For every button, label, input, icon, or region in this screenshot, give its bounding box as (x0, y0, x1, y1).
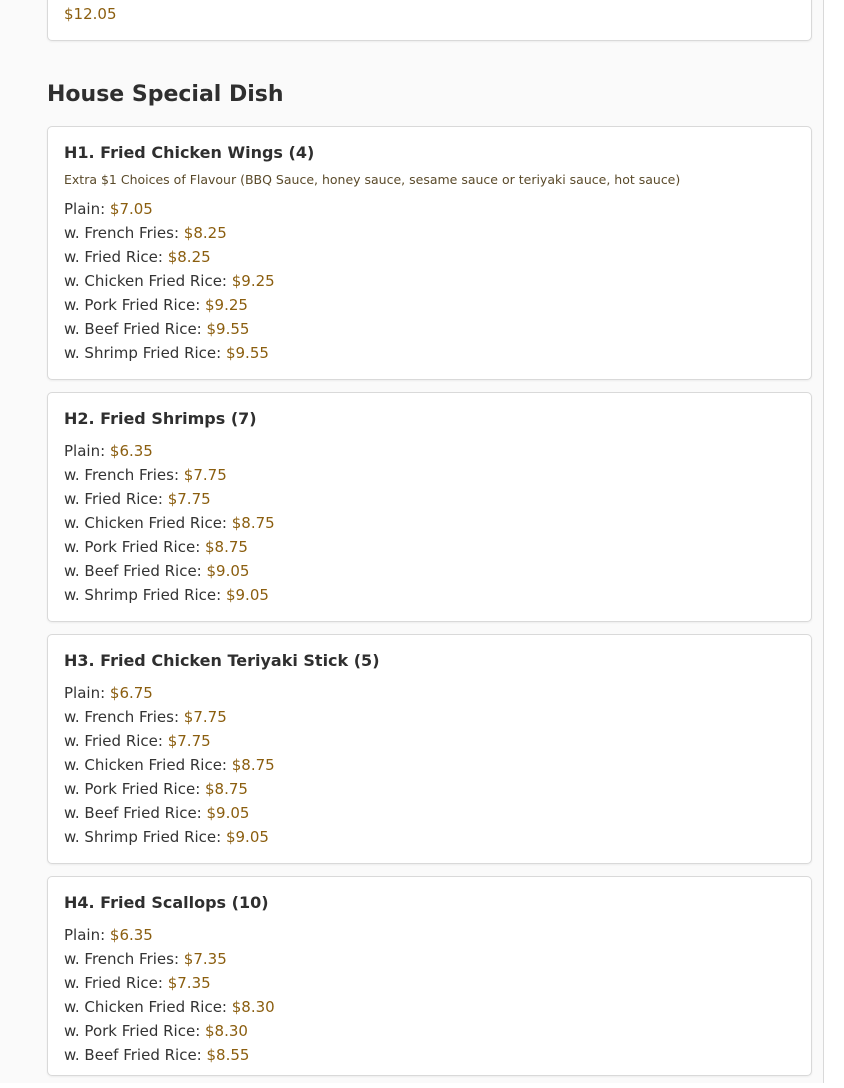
price-row (64, 705, 795, 729)
price-row (64, 197, 795, 221)
price-label: w. Chicken Fried Rice: (64, 272, 232, 290)
price-value: $7.75 (167, 732, 211, 750)
price-label: w. Fried Rice: (64, 248, 168, 266)
price-row (64, 463, 795, 487)
price-row (64, 995, 795, 1019)
price-row (64, 221, 795, 245)
price-row (64, 801, 795, 825)
dish-card-h1 (47, 126, 812, 380)
price-label: w. Shrimp Fried Rice: (64, 586, 226, 604)
price-row (64, 511, 795, 535)
price-row (64, 269, 795, 293)
price-value: $7.05 (109, 200, 153, 218)
price-label: Plain: (64, 684, 110, 702)
price-row (64, 559, 795, 583)
price-label: w. Fried Rice: (64, 490, 168, 508)
price-label: w. Chicken Fried Rice: (64, 756, 232, 774)
price-label: w. Beef Fried Rice: (64, 1046, 207, 1064)
price-row (64, 681, 795, 705)
price-value: $9.55 (225, 344, 269, 362)
price-row (64, 245, 795, 269)
price-row (64, 1019, 795, 1043)
price-value: $9.05 (206, 804, 250, 822)
price-row (64, 317, 795, 341)
price-label: w. Beef Fried Rice: (64, 320, 207, 338)
menu-content (47, 0, 812, 1088)
price-row (64, 777, 795, 801)
price-label: w. Beef Fried Rice: (64, 804, 207, 822)
price-label: w. French Fries: (64, 466, 184, 484)
price-label: Plain: (64, 200, 110, 218)
price-value: $6.75 (109, 684, 153, 702)
price-row (64, 753, 795, 777)
price-label: w. Shrimp Fried Rice: (64, 828, 226, 846)
price-value: $9.55 (206, 320, 250, 338)
price-row (64, 947, 795, 971)
price-label: w. Pork Fried Rice: (64, 1022, 206, 1040)
price-value: $9.05 (225, 828, 269, 846)
previous-dish-price: $12.05 (64, 5, 117, 23)
dish-card-h2 (47, 392, 812, 622)
price-label: w. Beef Fried Rice: (64, 562, 207, 580)
price-row (64, 1043, 795, 1067)
price-value: $8.30 (205, 1022, 248, 1040)
price-row (64, 535, 795, 559)
dish-card-h4 (47, 876, 812, 1076)
price-value: $7.75 (183, 466, 227, 484)
price-label: w. Fried Rice: (64, 974, 168, 992)
price-label: w. Pork Fried Rice: (64, 296, 206, 314)
price-label: w. Shrimp Fried Rice: (64, 344, 226, 362)
dish-name: H2. Fried Shrimps (7) (64, 409, 257, 428)
price-value: $9.05 (206, 562, 250, 580)
price-value: $6.35 (109, 442, 153, 460)
price-value: $8.75 (231, 514, 275, 532)
price-value: $8.75 (205, 538, 248, 556)
price-row (64, 439, 795, 463)
price-value: $8.75 (205, 780, 248, 798)
price-row (64, 293, 795, 317)
dish-note: Extra $1 Choices of Flavour (BBQ Sauce, honey sauce, sesame sauce or teriyaki sauce, hot sauce) (64, 172, 681, 187)
price-value: $9.25 (205, 296, 248, 314)
price-value: $8.25 (183, 224, 227, 242)
price-row (64, 583, 795, 607)
price-row (64, 923, 795, 947)
price-value: $9.05 (225, 586, 269, 604)
price-label: w. Pork Fried Rice: (64, 538, 206, 556)
dish-card-h3 (47, 634, 812, 864)
price-value: $8.75 (231, 756, 275, 774)
section-title: House Special Dish (47, 82, 284, 107)
price-label: w. Pork Fried Rice: (64, 780, 206, 798)
price-label: w. French Fries: (64, 950, 184, 968)
price-label: w. Chicken Fried Rice: (64, 514, 232, 532)
price-label: w. Chicken Fried Rice: (64, 998, 232, 1016)
price-row (64, 825, 795, 849)
price-value: $8.55 (206, 1046, 250, 1064)
price-row (64, 487, 795, 511)
price-label: w. French Fries: (64, 708, 184, 726)
price-label: Plain: (64, 926, 110, 944)
price-row (64, 341, 795, 365)
price-value: $8.25 (167, 248, 211, 266)
price-value: $9.25 (231, 272, 275, 290)
price-value: $7.35 (183, 950, 227, 968)
price-row (64, 971, 795, 995)
previous-dish-card (47, 0, 812, 41)
dish-name: H3. Fried Chicken Teriyaki Stick (5) (64, 651, 380, 670)
price-value: $7.75 (167, 490, 211, 508)
price-value: $8.30 (231, 998, 275, 1016)
price-value: $6.35 (109, 926, 153, 944)
dish-name: H1. Fried Chicken Wings (4) (64, 143, 315, 162)
dish-name: H4. Fried Scallops (10) (64, 893, 269, 912)
price-value: $7.75 (183, 708, 227, 726)
price-label: w. Fried Rice: (64, 732, 168, 750)
price-label: w. French Fries: (64, 224, 184, 242)
price-row (64, 729, 795, 753)
price-value: $7.35 (167, 974, 211, 992)
price-label: Plain: (64, 442, 110, 460)
